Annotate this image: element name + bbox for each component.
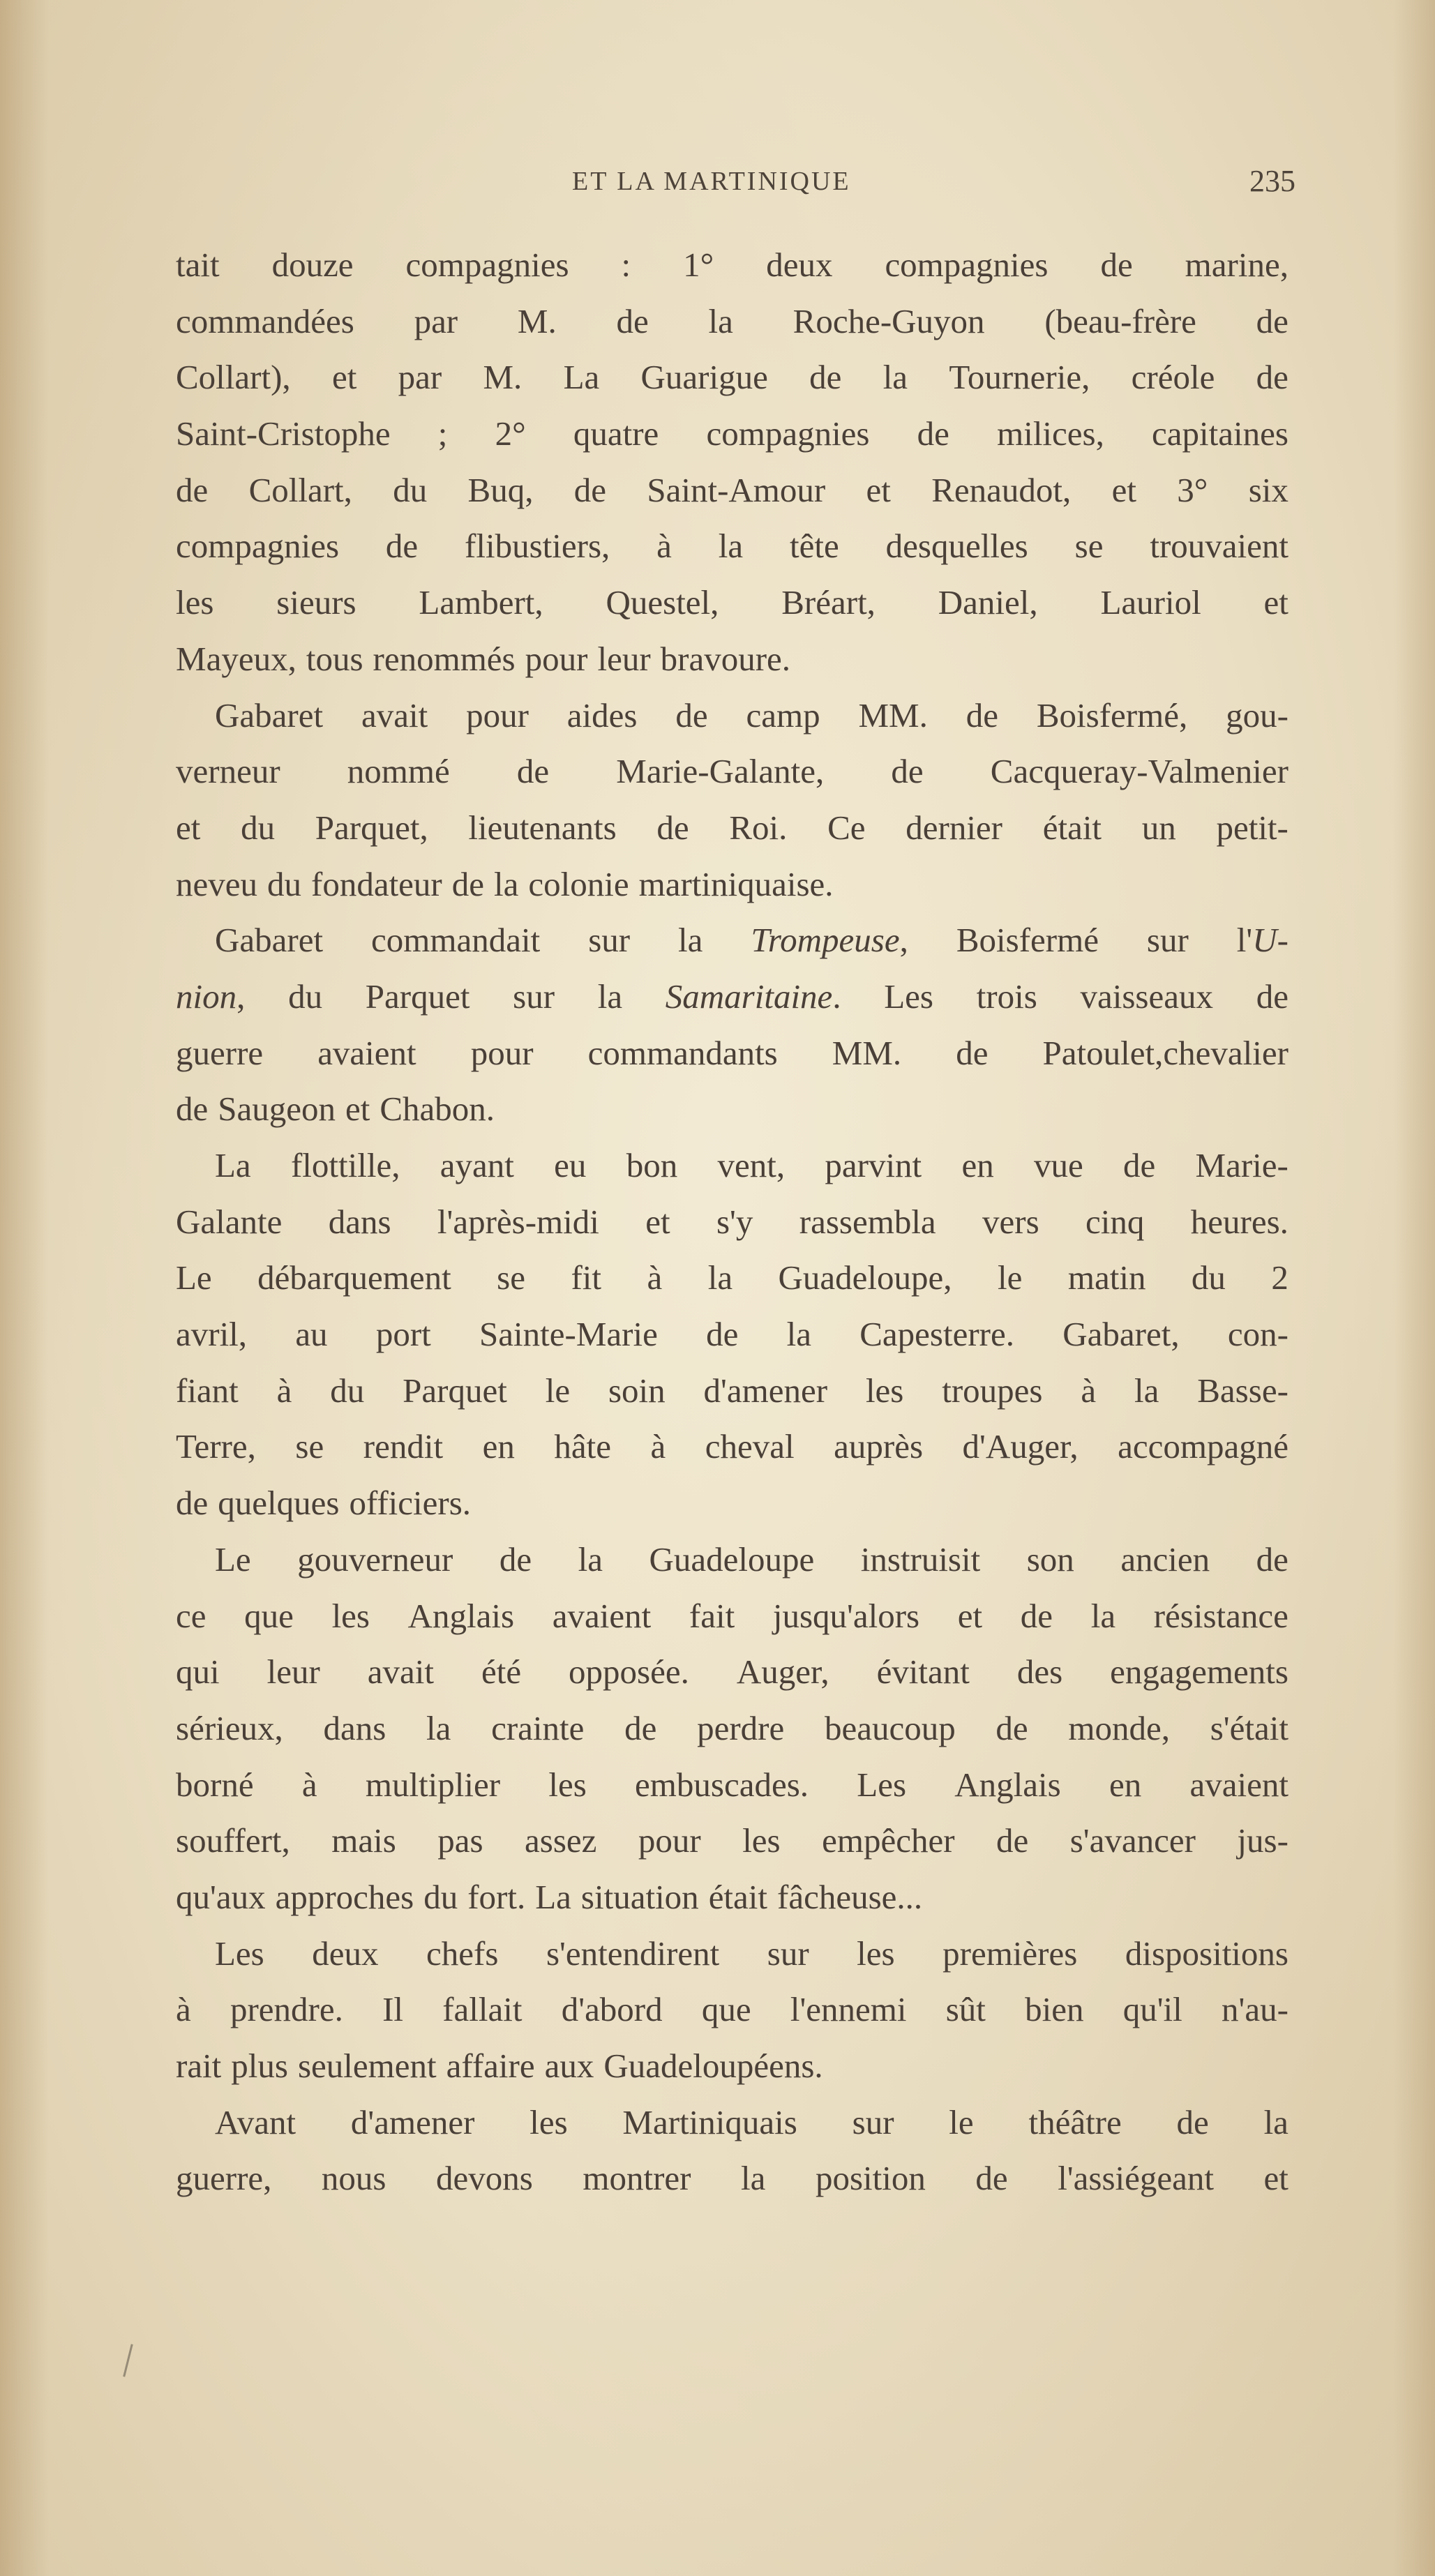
text-line: fiant à du Parquet le soin d'amener les troupes à la Basse- [176,1371,1289,1410]
paragraph-start-line: Avant d'amener les Martiniquais sur le théâtre de la [215,2102,1289,2141]
text-line: Saint-Cristophe ; 2° quatre compagnies de milices, capitaines [176,414,1289,453]
text-line: tait douze compagnies : 1° deux compagnies de marine, [176,246,1289,284]
paragraph-start-line: Les deux chefs s'entendirent sur les premières dispositions [215,1934,1289,1973]
running-head [0,166,1435,208]
text-line: borné à multiplier les embuscades. Les Anglais en avaient [176,1765,1289,1804]
text-line: Terre, se rendit en hâte à cheval auprès d'Auger, accompagné [176,1427,1289,1466]
text-line: nion, du Parquet sur la Samaritaine. Les trois vaisseaux de [176,977,1289,1016]
text-line: Collart), et par M. La Guarigue de la Tournerie, créole de [176,358,1289,397]
text-line: à prendre. Il fallait d'abord que l'ennemi sût bien qu'il n'au- [176,1990,1289,2029]
text-line: les sieurs Lambert, Questel, Bréart, Daniel, Lauriol et [176,583,1289,622]
text-line: guerre avaient pour commandants MM. de Patoulet,chevalier [176,1033,1289,1072]
text-line: de quelques officiers. [176,1484,472,1523]
text-line: verneur nommé de Marie-Galante, de Cacqueray-Valmenier [176,752,1289,791]
text-line: ce que les Anglais avaient fait jusqu'alors et de la résistance [176,1596,1289,1635]
text-line: qu'aux approches du fort. La situation était fâcheuse... [176,1877,923,1916]
text-line: guerre, nous devons montrer la position de l'assiégeant et [176,2159,1289,2198]
text-line: rait plus seulement affaire aux Guadeloupéens. [176,2047,823,2085]
text-line: compagnies de flibustiers, à la tête desquelles se trouvaient [176,527,1289,566]
text-line: souffert, mais pas assez pour les empêcher de s'avancer jus- [176,1821,1289,1860]
body-text [176,237,1289,2207]
stray-pencil-mark [123,2344,133,2377]
text-line: sérieux, dans la crainte de perdre beaucoup de monde, s'était [176,1708,1289,1747]
text-line: qui leur avait été opposée. Auger, évitant des engagements [176,1652,1289,1692]
text-line: de Saugeon et Chabon. [176,1090,495,1129]
text-line: de Collart, du Buq, de Saint-Amour et Renaudot, et 3° six [176,470,1289,509]
text-line: Le débarquement se fit à la Guadeloupe, le matin du 2 [176,1258,1289,1297]
page-edge-shadow-right [1393,0,1435,2576]
paragraph-start-line: La flottille, ayant eu bon vent, parvint en vue de Marie- [215,1146,1289,1184]
text-line: avril, au port Sainte-Marie de la Capesterre. Gabaret, con- [176,1315,1289,1354]
text-line: Galante dans l'après-midi et s'y rassembla vers cinq heures. [176,1202,1289,1241]
text-line: et du Parquet, lieutenants de Roi. Ce dernier était un petit- [176,808,1289,847]
paragraph-start-line: Gabaret commandait sur la Trompeuse, Boisfermé sur l'U- [215,921,1289,960]
text-line: commandées par M. de la Roche-Guyon (beau-frère de [176,301,1289,340]
page-edge-shadow-left [0,0,49,2576]
text-line: neveu du fondateur de la colonie martiniquaise. [176,864,834,903]
paragraph-start-line: Le gouverneur de la Guadeloupe instruisit son ancien de [215,1539,1289,1579]
paragraph-start-line: Gabaret avait pour aides de camp MM. de Boisfermé, gou- [215,695,1289,735]
running-title: ET LA MARTINIQUE [572,167,851,196]
text-line: Mayeux, tous renommés pour leur bravoure. [176,639,791,678]
page-number: 235 [1249,164,1295,198]
